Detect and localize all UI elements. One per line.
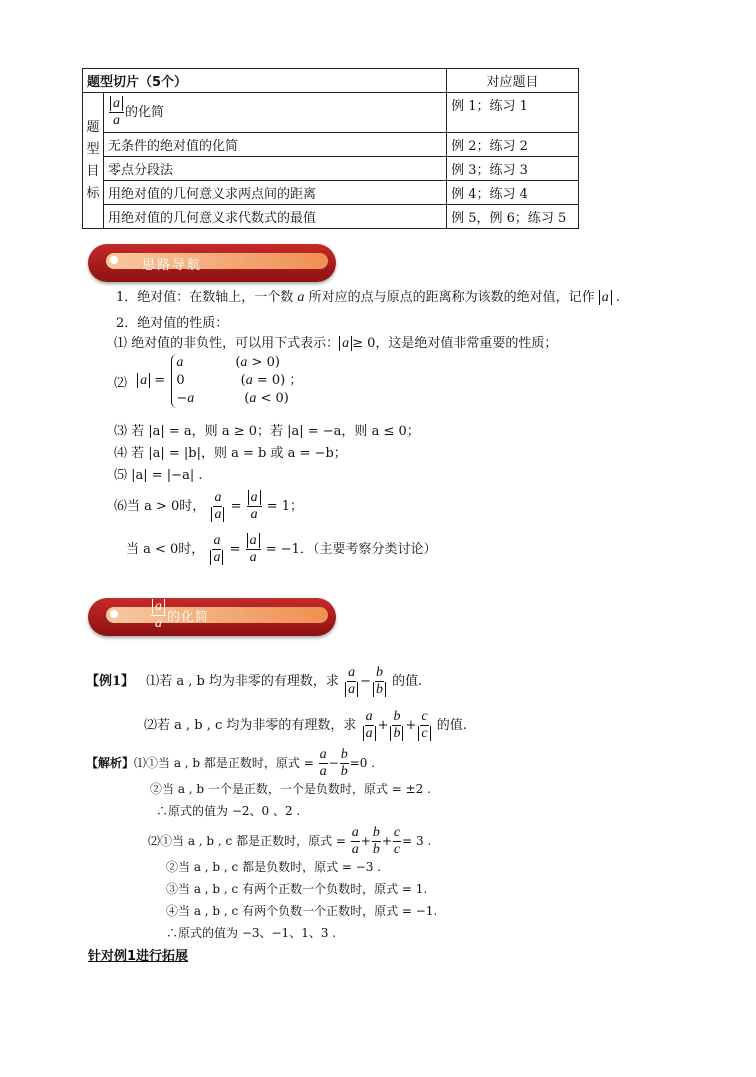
solution-s4: ⑵①当 a , b , c 都是正数时，原式 = $\frac{a}{a}$ + $\frac{b}{b}$ + $\frac{c}{c}$ = 3 . bbox=[148, 825, 432, 857]
nav-p8: ⑹当 a > 0时， $\frac{a}{a}$ = $\frac{a}{a}$ = 1； bbox=[114, 490, 304, 522]
table-ref: 例 5，例 6；练习 5 bbox=[447, 205, 579, 229]
ribbon-title: $\frac{a}{a}$ 的化简 bbox=[150, 600, 209, 631]
extend-heading: 针对例1进行拓展 bbox=[88, 949, 189, 964]
dot-icon bbox=[110, 256, 118, 264]
nav-p3: ⑴ 绝对值的非负性，可以用下式表示： a ≥ 0，这是绝对值非常重要的性质； bbox=[114, 336, 558, 351]
example-1-q1: 【例1】 ⑴若 a , b 均为非零的有理数，求 $\frac{a}{a}$ − $\frac{b}{b}$ 的值. bbox=[86, 665, 423, 697]
ribbon-title: 思路导航 bbox=[142, 258, 203, 273]
solution-s2: ②当 a , b 一个是正数，一个是负数时，原式 = ±2 . bbox=[150, 782, 431, 796]
section-ribbon-simplify bbox=[88, 598, 336, 636]
solution-s6: ③当 a , b , c 有两个正数一个负数时，原式 = 1. bbox=[166, 882, 428, 896]
table-row: 用绝对值的几何意义求两点间的距离 bbox=[104, 181, 447, 205]
table-ref: 例 3；练习 3 bbox=[447, 157, 579, 181]
nav-p5: ⑶ 若 |a| = a，则 a ≥ 0；若 |a| = −a，则 a ≤ 0； bbox=[114, 424, 420, 439]
solution-s1: 【解析】⑴①当 a , b 都是正数时，原式 = $\frac{a}{a}$ − $\frac{b}{b}$ =0 . bbox=[86, 747, 376, 779]
table-row: 无条件的绝对值的化简 bbox=[104, 133, 447, 157]
nav-p6: ⑷ 若 |a| = |b|，则 a = b 或 a = −b； bbox=[114, 446, 347, 461]
nav-p4: ⑵ a = a (a > 0) 0 (a = 0) ； −a (a < 0) bbox=[114, 355, 303, 406]
example-1-q2: ⑵若 a , b , c 均为非零的有理数，求 $\frac{a}{a}$ + $\frac{b}{b}$ + $\frac{c}{c}$ 的值. bbox=[144, 709, 467, 741]
side-label: 题 型 目 标 bbox=[83, 93, 104, 229]
table-header-left: 题型切片（5个） bbox=[83, 69, 447, 93]
table-ref: 例 1；练习 1 bbox=[447, 93, 579, 133]
nav-p1: 1．绝对值：在数轴上，一个数 a 所对应的点与原点的距离称为该数的绝对值，记作 a . bbox=[116, 290, 620, 305]
solution-s7: ④当 a , b , c 有两个负数一个正数时，原式 = −1. bbox=[166, 904, 438, 918]
solution bbox=[86, 746, 726, 946]
solution-s3: ∴原式的值为 −2、0 、2 . bbox=[156, 804, 301, 818]
example-1 bbox=[86, 660, 726, 740]
solution-s8: ∴原式的值为 −3、−1、1、3 . bbox=[166, 926, 337, 940]
nav-p2: 2．绝对值的性质： bbox=[116, 316, 229, 331]
nav-p7: ⑸ |a| = |−a| . bbox=[114, 468, 203, 483]
table-ref: 例 4；练习 4 bbox=[447, 181, 579, 205]
table-row: 零点分段法 bbox=[104, 157, 447, 181]
topic-table bbox=[82, 68, 579, 229]
section-ribbon-thinking bbox=[88, 244, 336, 282]
solution-s5: ②当 a , b , c 都是负数时，原式 = −3 . bbox=[166, 860, 382, 874]
table-header-right: 对应题目 bbox=[447, 69, 579, 93]
nav-p9: 当 a < 0时， $\frac{a}{a}$ = $\frac{a}{a}$ = −1．（主要考察分类讨论） bbox=[126, 533, 437, 565]
table-ref: 例 2；练习 2 bbox=[447, 133, 579, 157]
dot-icon bbox=[110, 610, 118, 618]
nav-content bbox=[116, 286, 736, 586]
table-row: 用绝对值的几何意义求代数式的最值 bbox=[104, 205, 447, 229]
table-row: $\frac{a}{a}$ 的化简 bbox=[104, 93, 447, 133]
